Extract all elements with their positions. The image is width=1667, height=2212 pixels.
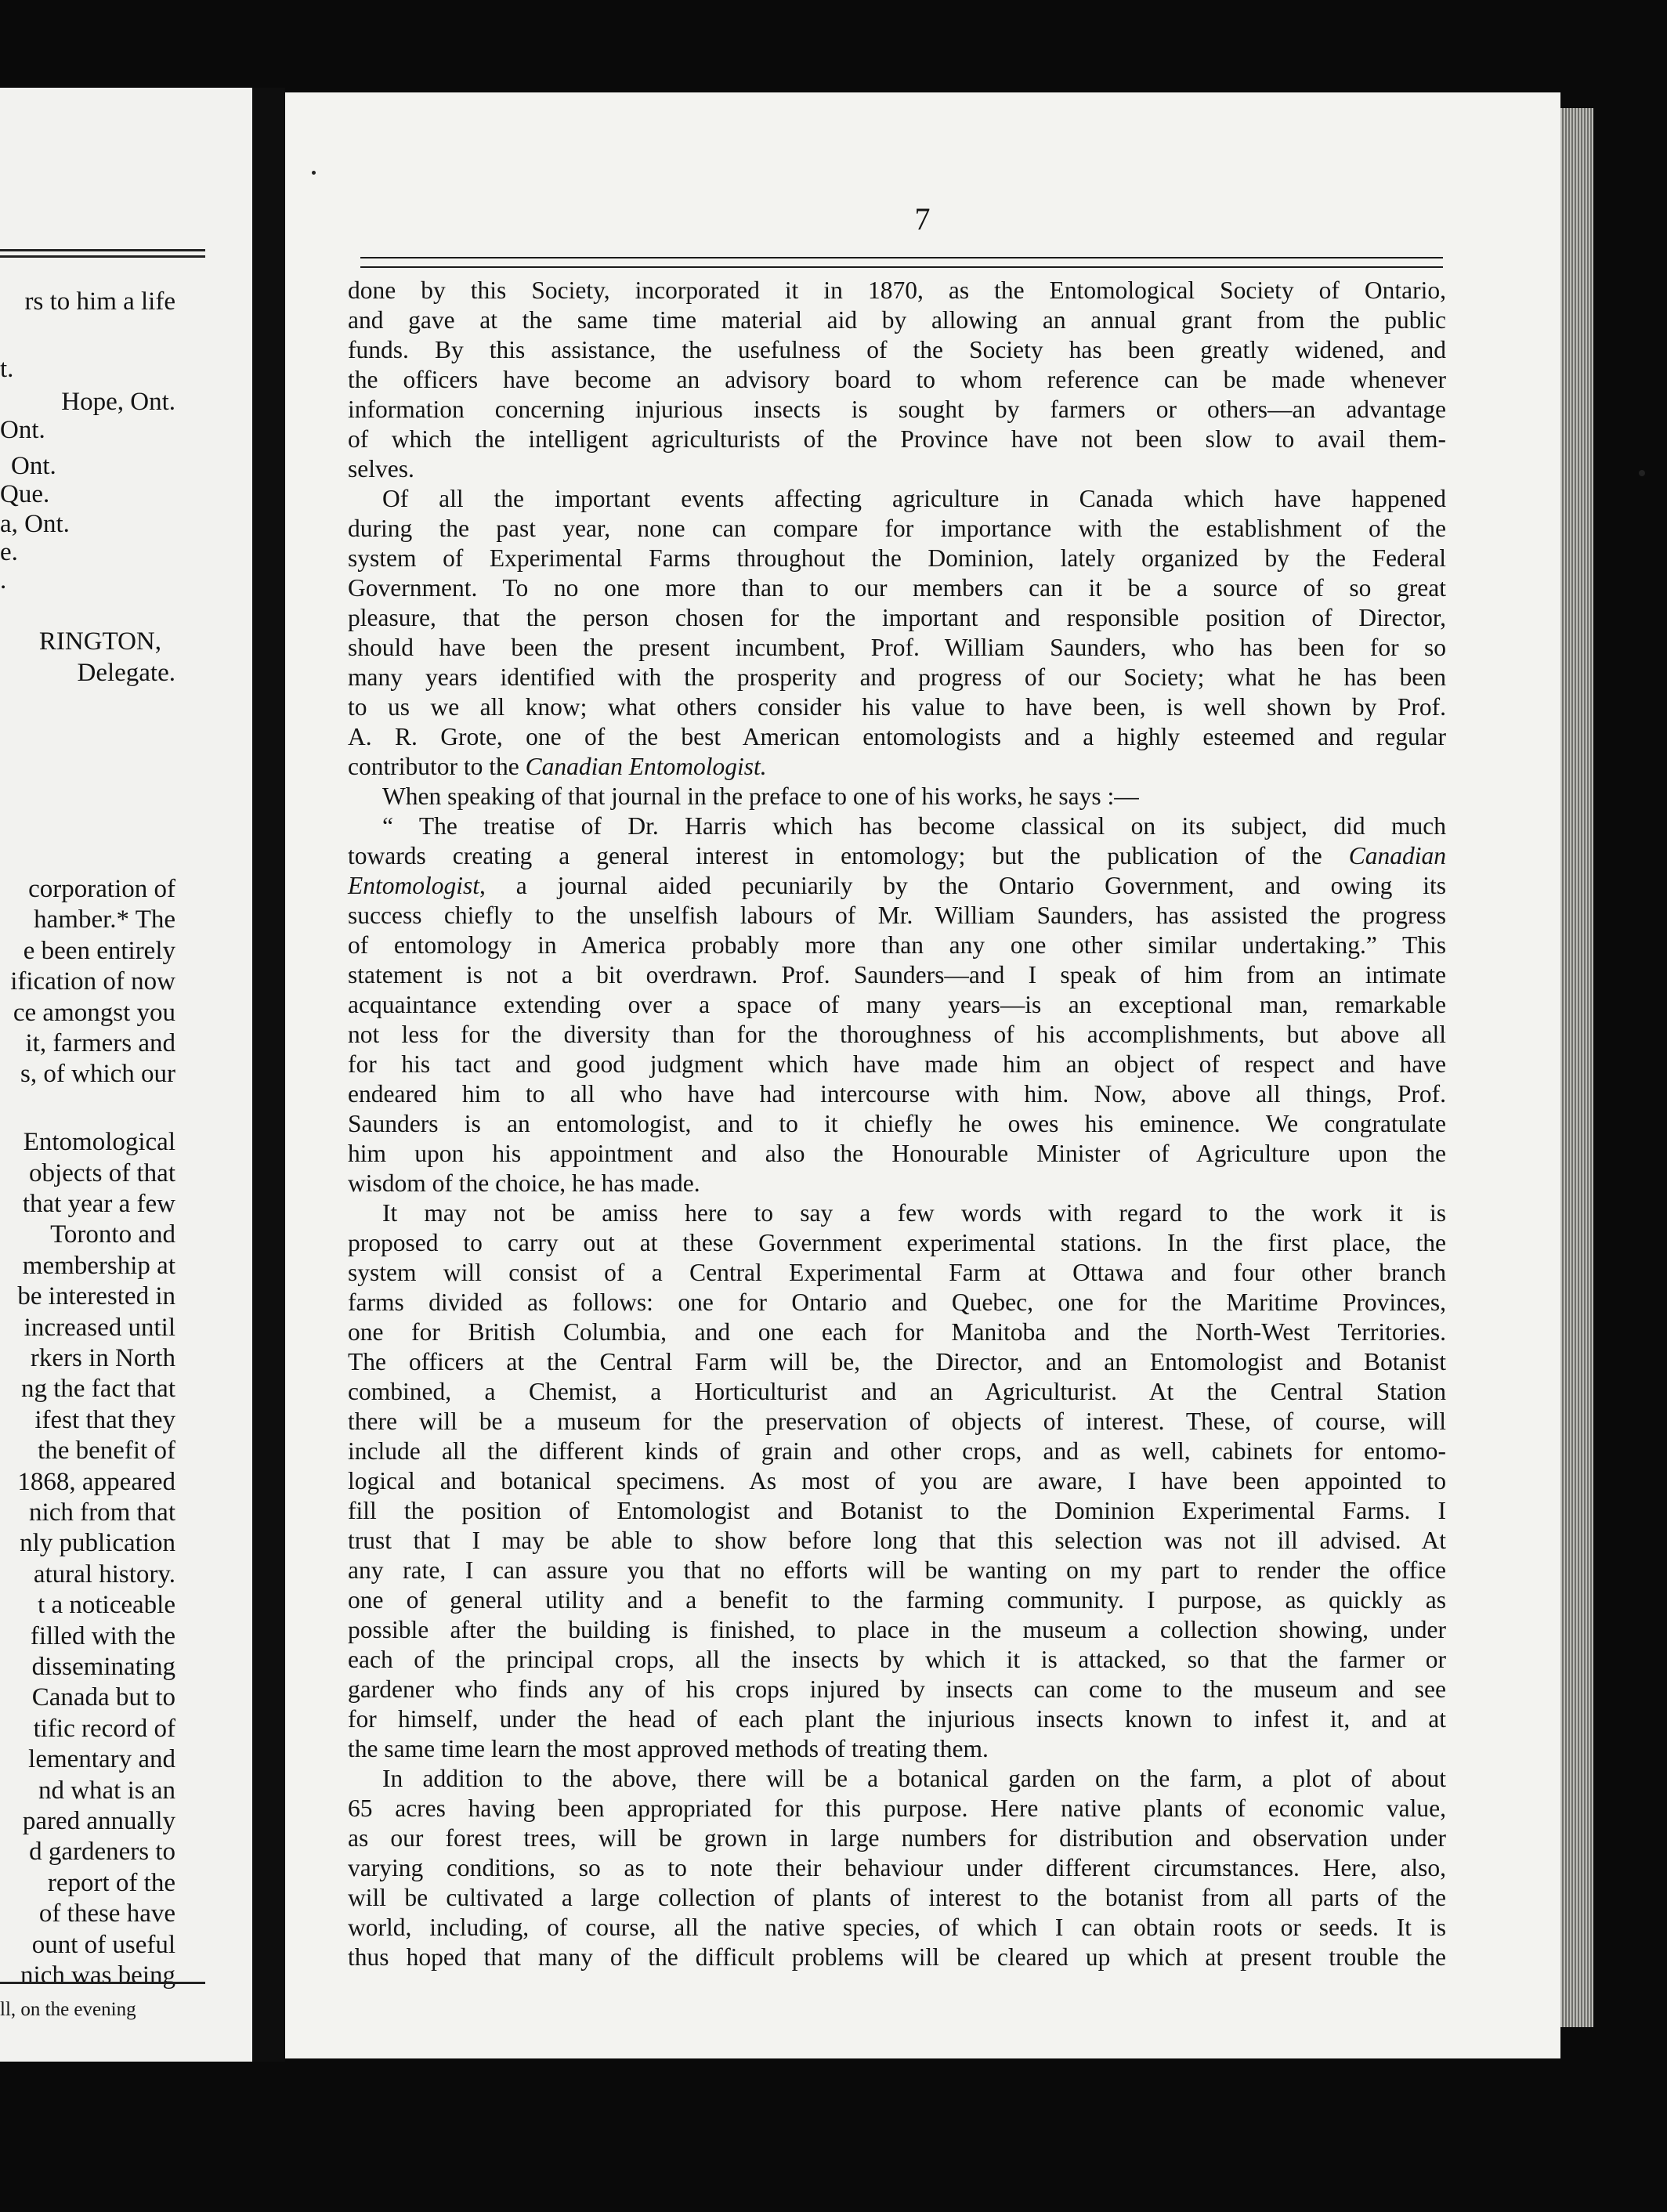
text-line	[348, 1466, 1446, 1496]
text-span: for his tact and good judgment which have made him an object of respect and have	[348, 1050, 1446, 1078]
left-page-line: objects of that	[29, 1159, 175, 1187]
left-page-line: nly publication	[20, 1529, 175, 1557]
previous-page-fragment	[0, 88, 252, 2062]
italic-text: Canadian Entomologist.	[525, 753, 767, 780]
text-line	[348, 1109, 1446, 1139]
signature-role: Delegate.	[77, 659, 175, 687]
text-line	[348, 1496, 1446, 1526]
left-page-line: Que.	[0, 480, 50, 508]
text-line	[348, 960, 1446, 990]
text-span: endeared him to all who have had intercourse with him. Now, above all things, Prof.	[348, 1080, 1446, 1108]
left-page-line: Ont.	[11, 452, 56, 480]
left-page-line: ification of now	[10, 967, 175, 996]
left-page-line: Entomological	[23, 1128, 175, 1156]
text-line	[348, 901, 1446, 931]
text-span: trust that I may be able to show before long that this selection was not ill advised. At	[348, 1527, 1446, 1554]
text-span: farms divided as follows: one for Ontario and Quebec, one for the Maritime Provinces,	[348, 1289, 1446, 1316]
text-line	[348, 1317, 1446, 1347]
text-span: possible after the building is finished, to place in the museum a collection showing, under	[348, 1616, 1446, 1643]
text-span: include all the different kinds of grain and other crops, and as well, cabinets for entomo-	[348, 1437, 1446, 1465]
text-line	[348, 395, 1446, 425]
text-line	[348, 1437, 1446, 1466]
text-span: during the past year, none can compare for importance with the establishment of the	[348, 515, 1446, 542]
text-span: 65 acres having been appropriated for this purpose. Here native plants of economic value,	[348, 1795, 1446, 1822]
text-line	[348, 1526, 1446, 1556]
text-line	[348, 1556, 1446, 1585]
signature-name: RINGTON,	[38, 627, 161, 656]
text-line	[348, 1585, 1446, 1615]
text-line	[348, 1645, 1446, 1675]
text-line	[348, 811, 1446, 841]
text-line	[348, 484, 1446, 514]
left-page-line: the benefit of	[38, 1437, 175, 1465]
text-span: world, including, of course, all the native species, of which I can obtain roots or seeds. It is	[348, 1914, 1446, 1941]
text-line	[348, 365, 1446, 395]
text-line	[348, 1169, 1446, 1198]
left-page-line: nich from that	[29, 1498, 175, 1527]
text-span: one of general utility and a benefit to the farming community. I purpose, as quickly as	[348, 1586, 1446, 1614]
left-page-line: it, farmers and	[25, 1029, 175, 1057]
text-span: selves.	[348, 455, 414, 483]
text-line	[348, 1734, 1446, 1764]
text-line	[348, 1407, 1446, 1437]
left-page-line: tific record of	[33, 1715, 175, 1743]
text-span: information concerning injurious insects is sought by farmers or others—an advantage	[348, 396, 1446, 423]
text-span: not less for the diversity than for the thoroughness of his accomplishments, but above all	[348, 1021, 1446, 1048]
left-page-line: t a noticeable	[38, 1591, 175, 1619]
text-line	[348, 1943, 1446, 1972]
text-span: statement is not a bit overdrawn. Prof. Saunders—and I speak of him from an intimate	[348, 961, 1446, 989]
left-page-line: membership at	[22, 1252, 175, 1280]
text-line	[348, 276, 1446, 305]
text-span: towards creating a general interest in entomology; but the publication of the	[348, 842, 1349, 869]
text-span: varying conditions, so as to note their behaviour under different circumstances. Here, also,	[348, 1854, 1446, 1881]
text-line	[348, 1794, 1446, 1823]
text-line	[348, 1079, 1446, 1109]
left-page-line: rs to him a life	[24, 287, 175, 316]
text-span: should have been the present incumbent, Prof. William Saunders, who has been for so	[348, 634, 1446, 661]
left-page-line: ifest that they	[34, 1406, 175, 1434]
left-page-line: atural history.	[33, 1560, 175, 1589]
left-page-line: s, of which our	[20, 1060, 175, 1088]
left-page-line: Toronto and	[50, 1220, 175, 1249]
left-page-line: that year a few	[22, 1190, 175, 1218]
text-line	[348, 752, 1446, 782]
text-line	[348, 425, 1446, 454]
left-page-line: hamber.* The	[34, 905, 175, 934]
text-line	[348, 1823, 1446, 1853]
text-line	[348, 663, 1446, 692]
left-page-line: ng the fact that	[20, 1375, 175, 1403]
left-page-line: a, Ont.	[0, 510, 70, 538]
text-span: A. R. Grote, one of the best American entomologists and a highly esteemed and regular	[348, 723, 1446, 750]
text-line	[348, 1020, 1446, 1050]
text-span: and gave at the same time material aid by allowing an annual grant from the public	[348, 306, 1446, 334]
left-page-line: nich was being	[20, 1961, 175, 1990]
left-page-line: Ont.	[0, 416, 45, 444]
left-page-line: increased until	[24, 1314, 175, 1342]
text-span: of which the intelligent agriculturists of the Province have not been slow to avail them-	[348, 425, 1446, 453]
text-span: any rate, I can assure you that no efforts will be wanting on my part to render the office	[348, 1556, 1446, 1584]
left-page-line: .	[0, 566, 7, 595]
text-span: pleasure, that the person chosen for the important and responsible position of Director,	[348, 604, 1446, 631]
text-line	[348, 871, 1446, 901]
text-span: wisdom of the choice, he has made.	[348, 1169, 700, 1197]
left-page-line: ce amongst you	[13, 999, 175, 1027]
page-number: 7	[914, 201, 931, 237]
text-line	[348, 990, 1446, 1020]
left-page-line: nd what is an	[38, 1776, 175, 1805]
text-line	[348, 931, 1446, 960]
footnote-rule	[0, 1982, 205, 1984]
text-line	[348, 335, 1446, 365]
left-page-line: lementary and	[28, 1745, 175, 1773]
text-span: success chiefly to the unselfish labours of Mr. William Saunders, has assisted the progress	[348, 902, 1446, 929]
text-span: the same time learn the most approved methods of treating them.	[348, 1735, 989, 1762]
text-span: each of the principal crops, all the insects by which it is attacked, so that the farmer or	[348, 1646, 1446, 1673]
text-span: logical and botanical specimens. As most of you are aware, I have been appointed to	[348, 1467, 1446, 1495]
left-page-footnote: ll, on the evening	[0, 1999, 136, 2020]
text-line	[348, 454, 1446, 484]
left-page-line: Hope, Ont.	[61, 388, 175, 416]
text-span: thus hoped that many of the difficult problems will be cleared up which at present trouble the	[348, 1943, 1446, 1971]
text-line	[348, 1883, 1446, 1913]
text-line	[348, 544, 1446, 573]
text-span: combined, a Chemist, a Horticulturist and an Agriculturist. At the Central Station	[348, 1378, 1446, 1405]
left-page-line: corporation of	[28, 875, 175, 903]
left-page-line: e been entirely	[23, 937, 175, 965]
left-page-line: e.	[0, 538, 18, 566]
text-span: When speaking of that journal in the preface to one of his works, he says :—	[382, 783, 1139, 810]
header-rule	[360, 257, 1443, 268]
text-span: many years identified with the prosperity and progress of our Society; what he has been	[348, 663, 1446, 691]
text-span: The officers at the Central Farm will be, the Director, and an Entomologist and Botanist	[348, 1348, 1446, 1375]
text-line	[348, 1377, 1446, 1407]
text-line	[348, 603, 1446, 633]
text-line	[348, 841, 1446, 871]
text-line	[348, 1258, 1446, 1288]
paper-speck	[1639, 470, 1645, 476]
document-page	[285, 92, 1560, 2058]
text-span: funds. By this assistance, the usefulness of the Society has been greatly widened, and	[348, 336, 1446, 363]
text-span: there will be a museum for the preservation of objects of interest. These, of course, will	[348, 1408, 1446, 1435]
left-page-line: d gardeners to	[29, 1838, 175, 1866]
left-page-line: be interested in	[17, 1282, 175, 1310]
book-gutter	[252, 88, 285, 2062]
text-line	[348, 1704, 1446, 1734]
left-page-line: of these have	[38, 1899, 175, 1928]
left-page-line: 1868, appeared	[17, 1468, 175, 1496]
text-line	[348, 1050, 1446, 1079]
left-page-line: disseminating	[31, 1653, 175, 1681]
text-line	[348, 722, 1446, 752]
text-line	[348, 1198, 1446, 1228]
page-edges	[1560, 108, 1593, 2027]
text-span: system of Experimental Farms throughout the Dominion, lately organized by the Federal	[348, 544, 1446, 572]
left-page-rule	[0, 255, 205, 258]
left-page-line: Canada but to	[31, 1683, 175, 1711]
left-page-line: rkers in North	[30, 1344, 175, 1372]
text-span: contributor to the	[348, 753, 526, 780]
text-line	[348, 633, 1446, 663]
text-span: It may not be amiss here to say a few words with regard to the work it is	[382, 1199, 1446, 1227]
text-span: as our forest trees, will be grown in large numbers for distribution and observation under	[348, 1824, 1446, 1852]
left-page-line: ount of useful	[31, 1931, 175, 1959]
text-span: , a journal aided pecuniarily by the Ontario Government, and owing its	[479, 872, 1446, 899]
text-line	[348, 782, 1446, 811]
text-line	[348, 1913, 1446, 1943]
text-line	[348, 305, 1446, 335]
text-span: Government. To no one more than to our members can it be a source of so great	[348, 574, 1446, 602]
text-line	[348, 1615, 1446, 1645]
text-span: Saunders is an entomologist, and to it chiefly he owes his eminence. We congratulate	[348, 1110, 1446, 1137]
text-span: proposed to carry out at these Government experimental stations. In the first place, the	[348, 1229, 1446, 1256]
text-span: gardener who finds any of his crops injured by insects can come to the museum and see	[348, 1675, 1446, 1703]
left-page-line: pared annually	[22, 1807, 175, 1835]
text-span: Of all the important events affecting agriculture in Canada which have happened	[382, 485, 1446, 512]
left-page-line: t.	[0, 355, 14, 383]
left-page-rule	[0, 249, 205, 251]
left-page-line: filled with the	[30, 1622, 175, 1650]
text-line	[348, 573, 1446, 603]
text-span: for himself, under the head of each plant the injurious insects known to infest it, and at	[348, 1705, 1446, 1733]
text-line	[348, 1853, 1446, 1883]
text-span: to us we all know; what others consider his value to have been, is well shown by Prof.	[348, 693, 1446, 721]
text-span: the officers have become an advisory board to whom reference can be made whenever	[348, 366, 1446, 393]
text-span: In addition to the above, there will be a botanical garden on the farm, a plot of about	[382, 1765, 1446, 1792]
italic-text: Entomologist	[348, 872, 480, 899]
text-span: fill the position of Entomologist and Botanist to the Dominion Experimental Farms. I	[348, 1497, 1446, 1524]
text-line	[348, 1764, 1446, 1794]
body-text	[348, 276, 1446, 1972]
text-line	[348, 1228, 1446, 1258]
text-span: of entomology in America probably more than any one other similar undertaking.” This	[348, 931, 1446, 959]
text-line	[348, 1347, 1446, 1377]
text-span: will be cultivated a large collection of plants of interest to the botanist from all parts of the	[348, 1884, 1446, 1911]
text-span: one for British Columbia, and one each for Manitoba and the North-West Territories.	[348, 1318, 1446, 1346]
text-line	[348, 1675, 1446, 1704]
text-line	[348, 1139, 1446, 1169]
text-span: system will consist of a Central Experimental Farm at Ottawa and four other branch	[348, 1259, 1446, 1286]
text-span: done by this Society, incorporated it in 1870, as the Entomological Society of Ontario,	[348, 276, 1446, 304]
text-line	[348, 692, 1446, 722]
paper-speck	[312, 171, 316, 175]
italic-text: Canadian	[1348, 842, 1446, 869]
text-line	[348, 514, 1446, 544]
text-line	[348, 1288, 1446, 1317]
text-span: “ The treatise of Dr. Harris which has become classical on its subject, did much	[382, 812, 1446, 840]
text-span: him upon his appointment and also the Honourable Minister of Agriculture upon the	[348, 1140, 1446, 1167]
text-span: acquaintance extending over a space of many years—is an exceptional man, remarkable	[348, 991, 1446, 1018]
left-page-line: report of the	[47, 1869, 175, 1897]
